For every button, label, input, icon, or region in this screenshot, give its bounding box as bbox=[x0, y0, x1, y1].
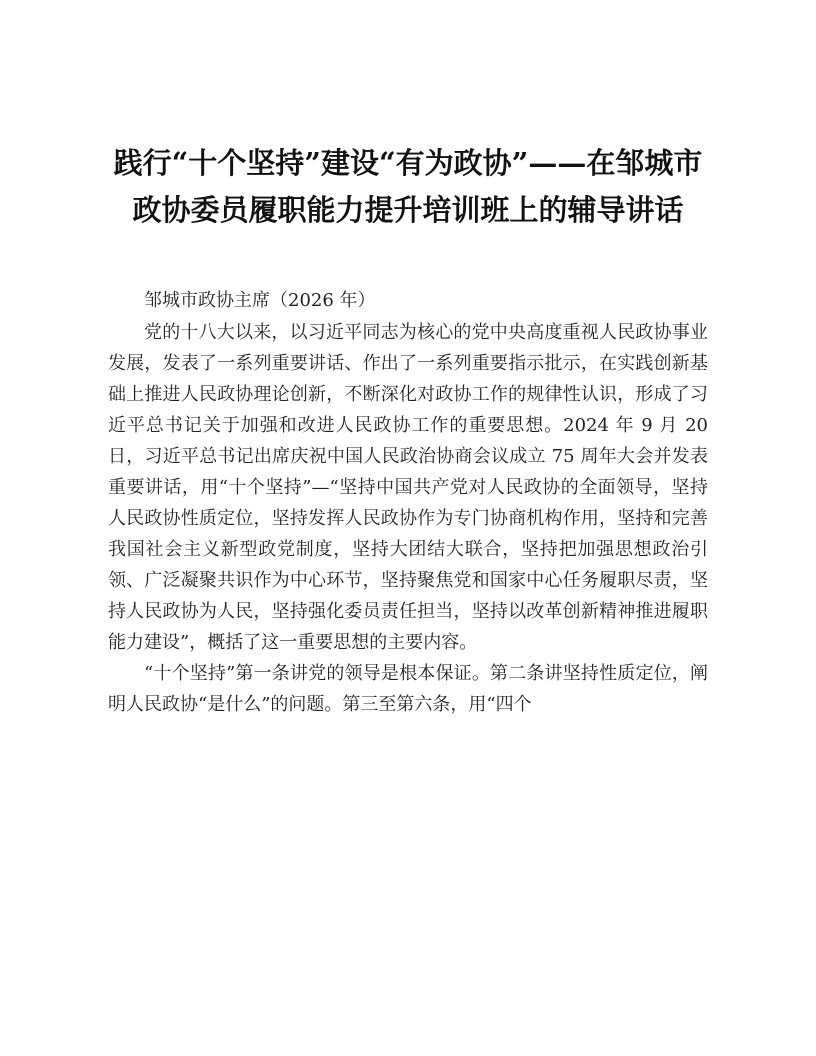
document-title: 践行“十个坚持”建设“有为政协”——在邹城市政协委员履职能力提升培训班上的辅导讲话 bbox=[113, 146, 703, 227]
author-line: 邹城市政协主席（2026 年） bbox=[144, 290, 376, 311]
body-paragraph: 党的十八大以来，以习近平同志为核心的党中央高度重视人民政协事业发展，发表了一系列重要讲话、作出了一系列重要指示批示，在实践创新基础上推进人民政协理论创新，不断深化对政协工作的规律性认识，形成了习近平总书记关于加强和改进人民政协工作的重要思想。2024 年 9 月 20 日，习近平总书记出席庆祝中国人民政治协商会议成立 75 周年大会并发表重要讲话，用“十个坚持”—“坚持中国共产党对人民政协的全面领导，坚持人民政协性质定位，坚持发挥人民政协作为专门协商机构作用，坚持和完善我国社会主义新型政党制度，坚持大团结大联合，坚持把加强思想政治引领、广泛凝聚共识作为中心环节，坚持聚焦党和国家中心任务履职尽责，坚持人民政协为人民，坚持强化委员责任担当，坚持以改革创新精神推进履职能力建设”，概括了这一重要思想的主要内容。 bbox=[108, 322, 708, 653]
document-body bbox=[108, 285, 708, 720]
body-paragraph: “十个坚持”第一条讲党的领导是根本保证。第二条讲坚持性质定位，阐明人民政协“是什么”的问题。第三至第六条，用“四个 bbox=[108, 663, 708, 715]
